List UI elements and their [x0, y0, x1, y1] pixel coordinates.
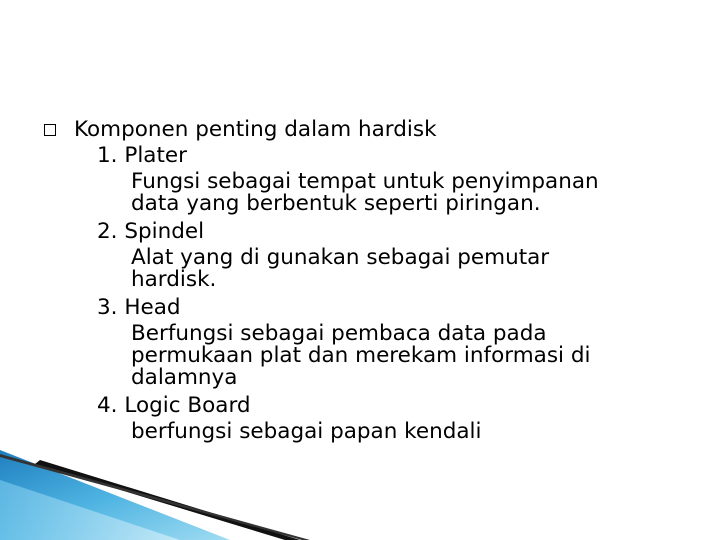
description-line: dalamnya	[131, 365, 238, 390]
slide-content	[44, 117, 704, 447]
heading-row	[44, 117, 704, 143]
item-description	[44, 419, 704, 447]
item-description	[44, 245, 704, 295]
description-line: data yang berbentuk seperti piringan.	[131, 191, 541, 216]
item-title: 3. Head	[97, 295, 181, 320]
item-title: 4. Logic Board	[97, 393, 251, 418]
list-item	[44, 143, 704, 219]
description-line: Fungsi sebagai tempat untuk penyimpanan	[131, 169, 599, 194]
item-description	[44, 169, 704, 219]
slide-heading: Komponen penting dalam hardisk	[74, 117, 437, 142]
component-list	[44, 143, 704, 447]
description-line: permukaan plat dan merekam informasi di	[131, 343, 591, 368]
item-description	[44, 321, 704, 393]
item-title: 2. Spindel	[97, 219, 205, 244]
item-title: 1. Plater	[97, 143, 187, 168]
description-line: berfungsi sebagai papan kendali	[131, 419, 482, 444]
description-line: Berfungsi sebagai pembaca data pada	[131, 321, 547, 346]
list-item	[44, 219, 704, 295]
corner-decoration	[0, 450, 720, 540]
list-item	[44, 393, 704, 447]
description-line: hardisk.	[131, 267, 217, 292]
list-item	[44, 295, 704, 393]
description-line: Alat yang di gunakan sebagai pemutar	[131, 245, 550, 270]
bullet-square-icon	[44, 124, 56, 136]
